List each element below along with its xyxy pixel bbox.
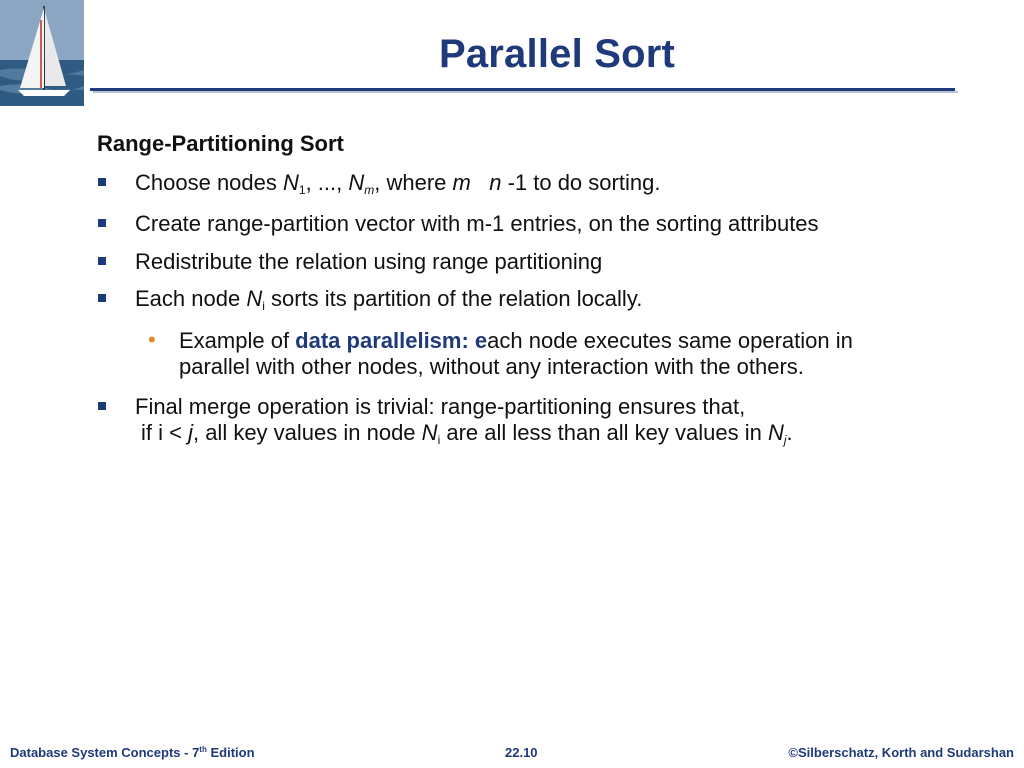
footer-copyright: ©Silberschatz, Korth and Sudarshan — [788, 745, 1014, 760]
square-bullet-icon — [98, 294, 106, 302]
bullet-item: Create range-partition vector with m-1 entries, on the sorting attributes — [135, 211, 819, 237]
bullet-item: Each node $N_i$ sorts its partition of the relation locally. — [135, 286, 642, 319]
square-bullet-icon — [98, 219, 106, 227]
square-bullet-icon — [98, 402, 106, 410]
bullet-item: Redistribute the relation using range partitioning — [135, 249, 602, 275]
slide-title: Parallel Sort — [438, 32, 676, 76]
dot-bullet-icon: • — [148, 327, 156, 352]
footer-page-number: 22.10 — [505, 745, 538, 760]
square-bullet-icon — [98, 178, 106, 186]
square-bullet-icon — [98, 257, 106, 265]
sub-bullet-item: • Example of data parallelism: each node executes same operation in parallel with other nodes, without any interaction with the others. — [148, 327, 853, 379]
section-heading: Range-Partitioning Sort — [97, 131, 344, 156]
bullet-item: Final merge operation is trivial: range-partitioning ensures that, if i < j, all key values in node $N_i$ are all less than all key values in $N_j$. — [135, 394, 793, 453]
bullet-item: Choose nodes $N_1$, ..., $N_m$, where m n -1 to do sorting. — [135, 170, 660, 203]
keyword-data-parallelism: data parallelism: e — [295, 328, 488, 353]
footer-book-title: Database System Concepts - 7th Edition — [10, 745, 255, 760]
